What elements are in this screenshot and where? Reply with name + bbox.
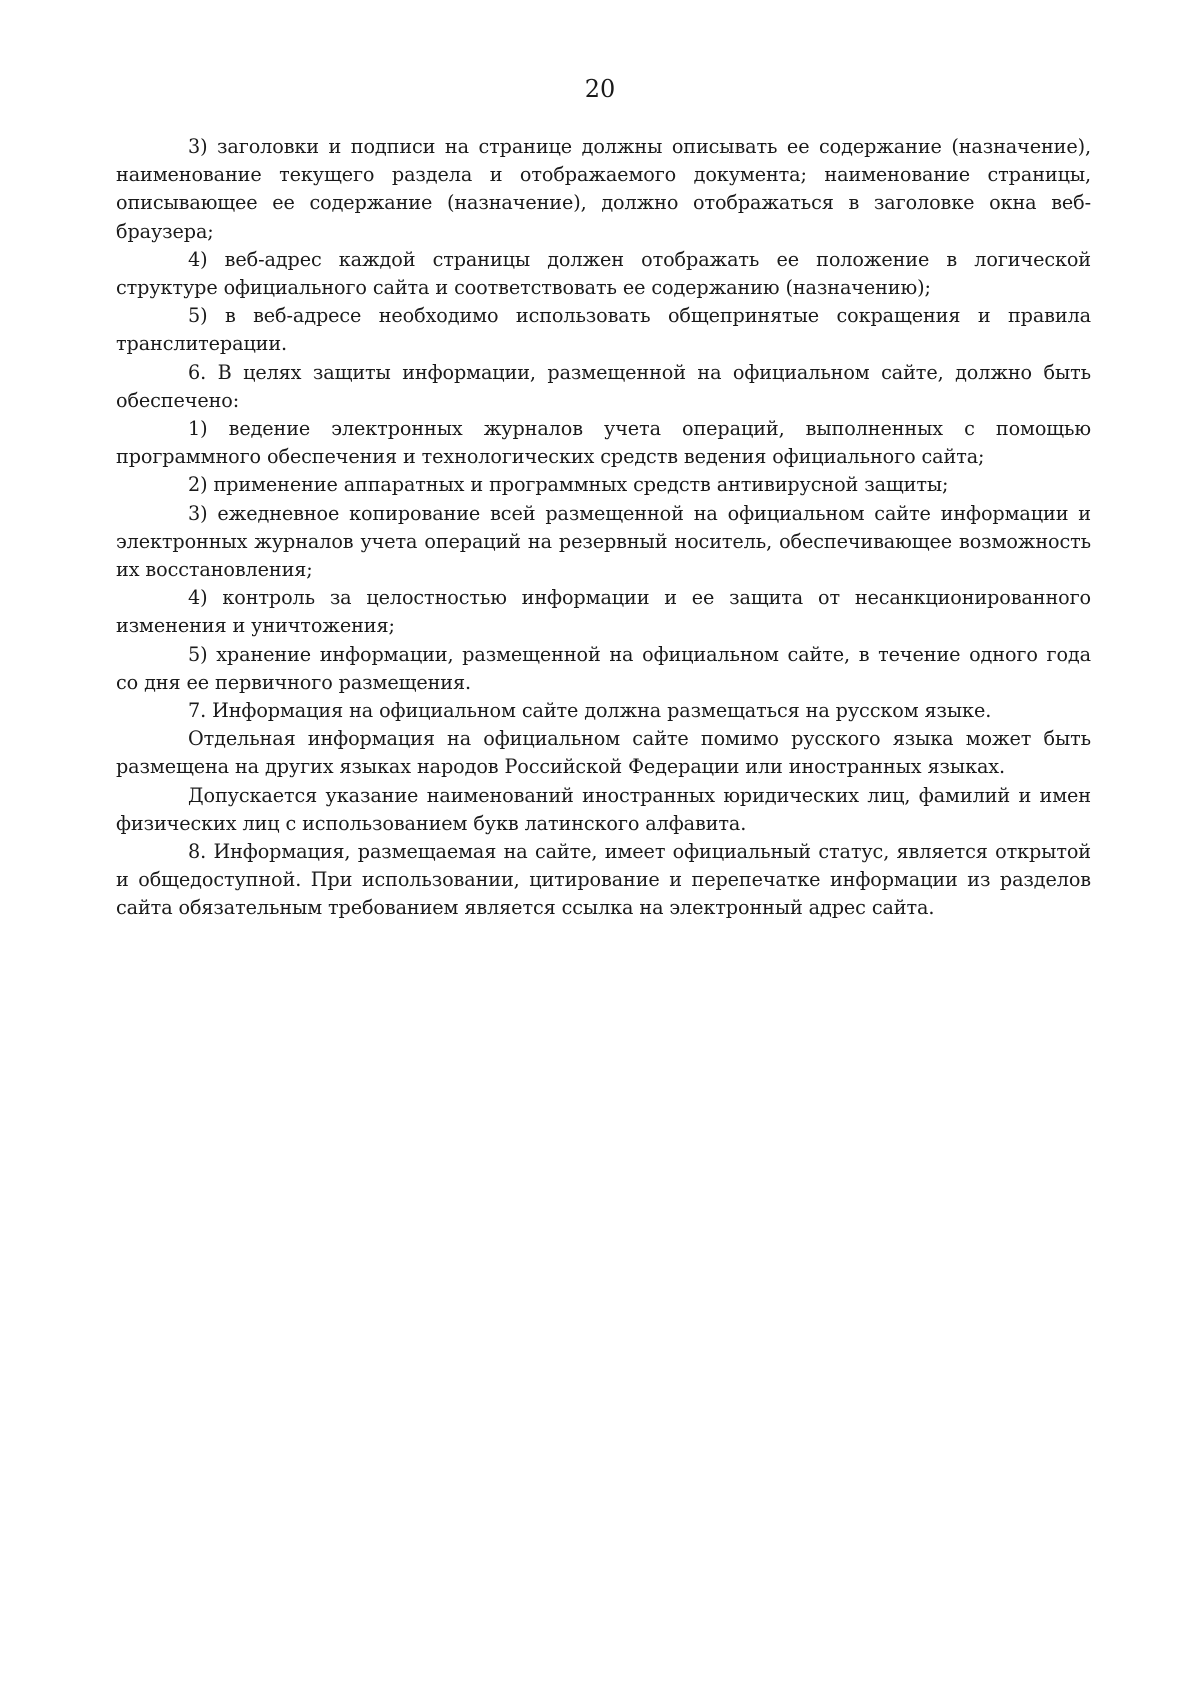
paragraph-section-6: 6. В целях защиты информации, размещенной на официальном сайте, должно быть обеспечено: [116, 360, 1091, 412]
paragraph-item-5-storage: 5) хранение информации, размещенной на официальном сайте, в течение одного года со дня ее первичного размещения. [116, 642, 1091, 694]
page-number: 20 [584, 75, 616, 103]
paragraph-item-2-antivirus: 2) применение аппаратных и программных средств антивирусной защиты; [188, 473, 949, 497]
paragraph-section-7: 7. Информация на официальном сайте должна размещаться на русском языке. [188, 699, 992, 723]
paragraph-section-8: 8. Информация, размещаемая на сайте, имеет официальный статус, является открытой и общедоступной. При использовании, цитирование и перепечатке информации из разделов сайта обязательным требованием является ссылка на электронный адрес сайта. [116, 840, 1091, 920]
paragraph-item-4-integrity: 4) контроль за целостностью информации и ее защита от несанкционированного изменения и уничтожения; [116, 586, 1091, 638]
paragraph-item-3-backup: 3) ежедневное копирование всей размещенной на официальном сайте информации и электронных журналов учета операций на резервный носитель, обеспечивающее возможность их восстановления; [116, 501, 1091, 582]
paragraph-item-1-journals: 1) ведение электронных журналов учета операций, выполненных с помощью программного обеспечения и технологических средств ведения официального сайта; [116, 417, 1091, 469]
paragraph-other-languages: Отдельная информация на официальном сайте помимо русского языка может быть размещена на других языках народов Российской Федерации или иностранных языках. [116, 727, 1091, 779]
paragraph-item-5-transliteration: 5) в веб-адресе необходимо использовать общепринятые сокращения и правила транслитерации. [116, 304, 1091, 356]
paragraph-latin-alphabet: Допускается указание наименований иностранных юридических лиц, фамилий и имен физических лиц с использованием букв латинского алфавита. [116, 783, 1091, 835]
document-body [116, 133, 1091, 923]
paragraph-item-3-headings: 3) заголовки и подписи на странице должны описывать ее содержание (назначение), наименование текущего раздела и отображаемого документа; наименование страницы, описывающее ее содержание (назначение), должно отображаться в заголовке окна веб-браузера; [116, 135, 1091, 243]
paragraph-item-4-web-address: 4) веб-адрес каждой страницы должен отображать ее положение в логической структуре официального сайта и соответствовать ее содержанию (назначению); [116, 247, 1091, 300]
